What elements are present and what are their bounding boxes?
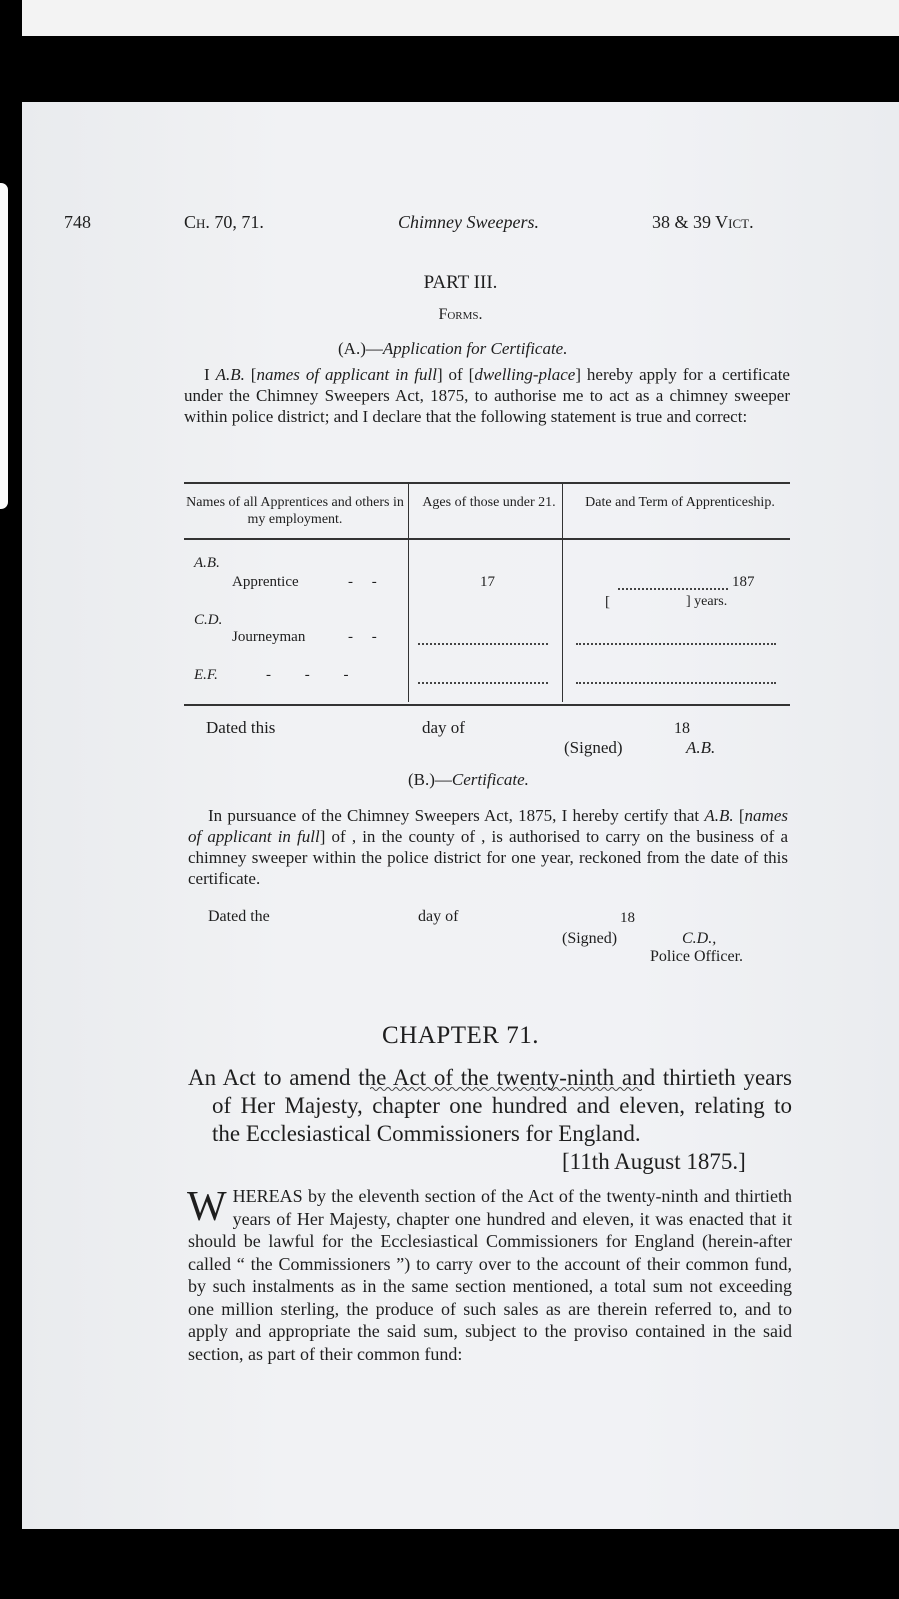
form-b-signed: (Signed) [562, 930, 618, 947]
table-header-ages: Ages of those under 21. [422, 495, 556, 510]
form-a-paragraph [184, 364, 790, 427]
row-ab-role-dashes: - - [348, 574, 377, 590]
top-status-strip [22, 0, 899, 36]
form-a-text-run-4: ] of [ [436, 365, 475, 384]
page-number: 748 [64, 212, 91, 232]
row-ef-age-dots [418, 682, 548, 684]
form-b-heading-prefix: (B.)— [408, 770, 452, 789]
form-a-dated-this: Dated this [206, 718, 276, 737]
form-a-day-of: day of [422, 718, 465, 737]
form-b-signer: C.D., [682, 930, 717, 947]
form-b-text-run-2: [ [733, 806, 745, 825]
part-title: PART III. [423, 272, 498, 293]
row-ab-term-open: [ [605, 594, 610, 610]
form-a-year: 18 [674, 720, 690, 737]
row-cd-role: Journeyman [232, 629, 306, 645]
preamble-paragraph [188, 1185, 792, 1365]
form-a-text-run-5: dwelling-place [474, 365, 576, 384]
table-bottom-rule [184, 704, 790, 706]
form-a-text-run-1: A.B. [215, 365, 245, 384]
row-cd-age-dots [418, 643, 548, 645]
row-cd-term-dots [576, 643, 776, 645]
form-a-text-run-6: ] hereby apply for a certificate under the Chimney Sweepers Act, 1875, to authorise me to act as a chimney sweeper within police district; and I declare that the following statement is true and correct: [184, 365, 790, 426]
chapter-long-title-text: An Act to amend the Act of the twenty-ninth and thirtieth years of Her Majesty, chapter one hundred and eleven, relating to the Ecclesiastical Commissioners for England. [188, 1065, 792, 1146]
regnal-year: 38 & 39 Vict. [652, 212, 754, 232]
side-panel-handle[interactable] [0, 183, 8, 509]
row-ab-date: 187 [732, 574, 755, 590]
table-top-rule [184, 482, 790, 484]
row-ab-term-close: ] years. [686, 594, 728, 609]
chapter-title: CHAPTER 71. [382, 1022, 539, 1049]
table-header-names: Names of all Apprentices and others in my employment. [186, 495, 404, 527]
row-ef-term-dots [576, 682, 776, 684]
scanned-page [22, 102, 899, 1529]
chapter-reference: Ch. 70, 71. [184, 212, 264, 232]
row-ab-role: Apprentice [232, 574, 299, 590]
form-b-text-run-4: ] of , in the county of , is authorised to carry on the business of a chimney sweeper within the police district for one year, reckoned from the date of this certificate. [188, 827, 788, 888]
row-ab-date-dots [618, 588, 728, 590]
form-b-text-run-1: A.B. [704, 806, 734, 825]
running-title: Chimney Sweepers. [398, 212, 539, 232]
form-a-signed: (Signed) [564, 738, 623, 757]
form-b-year: 18 [620, 910, 635, 926]
chapter-long-title [188, 1064, 792, 1148]
preamble-text: HEREAS by the eleventh section of the Act of the twenty-ninth and thirtieth years of Her Majesty, chapter one hundred and eleven, it was enacted that it should be lawful for the Ecclesiastical Commissioners for England (herein-after called “ the Commissioners ”) to carry over to the account of their common fund, by such instalments as in the same section mentioned, a total sum not exceeding one million sterling, the produce of such sales as are therein referred to, and to apply and appropriate the said sum, subject to the proviso contained in the said section, as part of their common fund: [188, 1186, 792, 1364]
row-ef-dashes: - - - [266, 667, 349, 683]
form-a-text-run-0: I [204, 365, 216, 384]
form-b-text-run-3: names of applicant in full [188, 806, 788, 846]
form-a-text-run-2: [ [244, 365, 257, 384]
forms-heading: Forms. [438, 306, 483, 323]
form-b-signer-title: Police Officer. [650, 948, 744, 965]
preamble-drop-cap: W [187, 1184, 227, 1230]
table-header-term: Date and Term of Apprenticeship. [585, 495, 775, 510]
row-cd-role-dashes: - - [348, 629, 377, 645]
form-a-text-run-3: names of applicant in full [256, 365, 437, 384]
form-b-dated-the: Dated the [208, 908, 270, 925]
form-b-paragraph [188, 805, 788, 889]
form-b-heading [408, 770, 529, 790]
form-a-signer: A.B. [686, 738, 716, 757]
row-ab-age: 17 [480, 574, 495, 590]
form-a-heading [338, 339, 567, 359]
table-col-divider-2 [562, 482, 563, 702]
form-b-text-run-0: In pursuance of the Chimney Sweepers Act, 1875, I hereby certify that [208, 806, 705, 825]
form-a-heading-prefix: (A.)— [338, 339, 383, 358]
row-ab-initials: A.B. [194, 555, 220, 571]
form-a-heading-title: Application for Certificate. [382, 339, 568, 358]
row-cd-initials: C.D. [194, 612, 223, 628]
row-ef-initials: E.F. [194, 667, 218, 683]
table-col-divider-1 [408, 482, 409, 702]
form-b-day-of: day of [418, 908, 459, 925]
form-b-heading-title: Certificate. [451, 770, 529, 789]
chapter-assent-date: [11th August 1875.] [562, 1149, 746, 1174]
table-header-rule [184, 538, 790, 540]
